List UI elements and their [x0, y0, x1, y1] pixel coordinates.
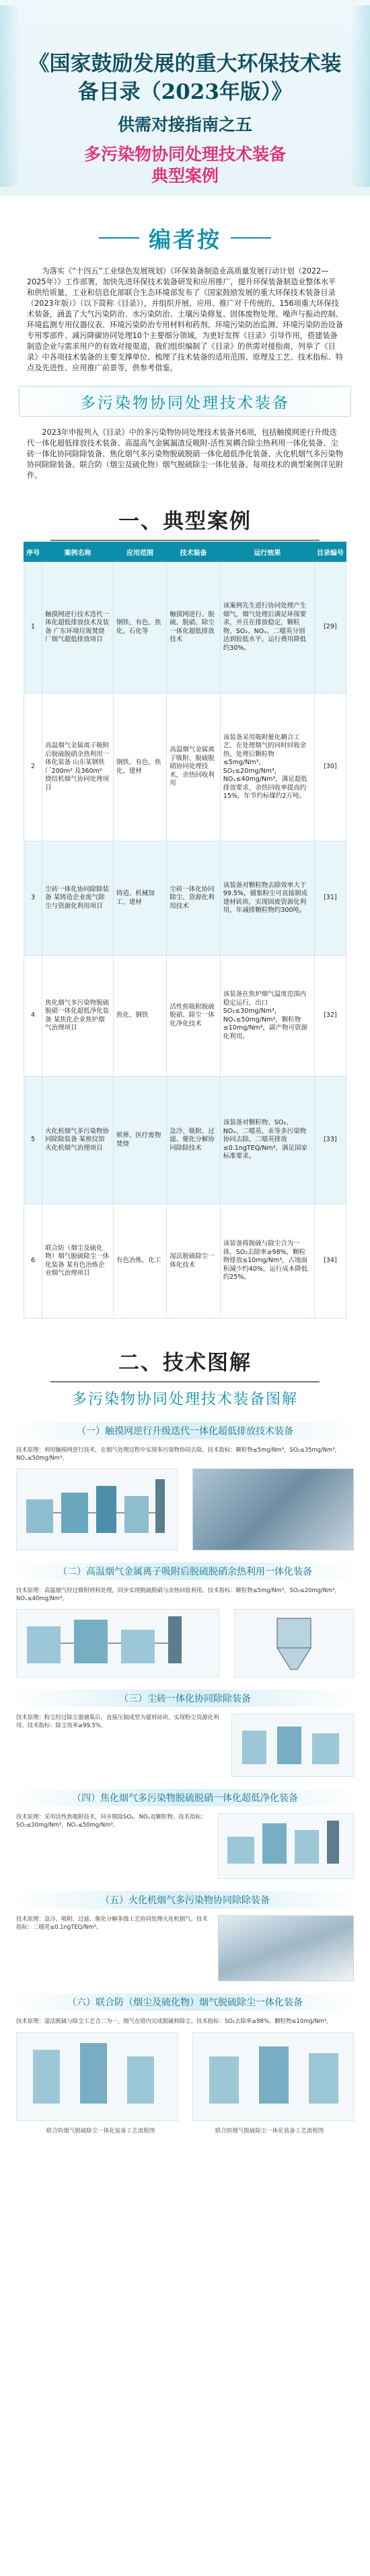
tech-description: 技术原理：利用触摸网逆行技术，在烟气处理过程中实现多污染物协同去除。技术指标：颗粒物≤5mg/Nm³，SO₂≤35mg/Nm³，NOₓ≤50mg/Nm³。	[16, 1446, 340, 1461]
tech-category-4	[13, 1789, 357, 1806]
divider	[50, 1381, 320, 1382]
tech-title: （一）触摸网逆行升级迭代一体化超低排放技术装备	[77, 1426, 293, 1437]
tech-title: （五）火化机烟气多污染物协同除除装备	[100, 1895, 270, 1907]
cell-app: 铸造、机械加工、建材	[113, 841, 166, 956]
col-header: 技术装备	[167, 542, 220, 562]
tech-title: （二）高温烟气金属离子吸附后脱硫脱硝余热利用一体化装备	[58, 1567, 312, 1578]
process-diagram	[218, 1813, 354, 1879]
figure-captions	[0, 2126, 370, 2134]
intro	[0, 427, 370, 481]
cell-name: 联合防（烟尘及硫化物）烟气脱硫除尘一体化装备 某有色冶炼企业烟气治理项目	[42, 1204, 114, 1319]
process-diagram	[231, 1714, 354, 1777]
hero-header	[0, 0, 370, 196]
section-banner	[19, 386, 351, 417]
editor-title-row	[27, 223, 343, 253]
tech-text	[16, 1714, 223, 1777]
cell-app: 焦化、钢铁	[113, 956, 166, 1077]
cell-effect: 该案例先生进行协同处理产生烟气，烟气处理后满足环保要求，并且在排放稳定，颗粒物、SO₂、NOₓ、二噁英分别达到较低水平，运行费用降低约30%。	[220, 562, 314, 694]
subtitle-line-2: 典型案例	[151, 166, 219, 185]
section-heading-cases	[0, 504, 370, 532]
cell-tech: 急冷、吸附、过滤、催化分解协同除除技术	[167, 1077, 220, 1204]
cell-name: 尘砖一体化协同除除装备 某铸造企业废气除尘与资源化利用项目	[42, 841, 114, 956]
tech-text	[16, 1915, 210, 1981]
cell-tech: 湿法脱硫除尘一体化技术	[167, 1204, 220, 1319]
cell-index: 1	[24, 562, 42, 694]
decor-left	[0, 5, 20, 187]
table-row	[24, 1204, 346, 1319]
cell-name: 焦化烟气多污染物脱硫脱硝一体化超低净化装备 某焦化企业焦炉烟气治理项目	[42, 956, 114, 1077]
editor-paragraph: 为落实《“十四五”工业绿色发展规划》《环保装备制造业高质量发展行动计划（2022—2025年）》工作部署，加快先进环保技术装备研发和应用推广，提升环保装备制造业整体水平和供给质量，工业和信息化部联合生态环境部发布了《国家鼓励发展的重大环保技术装备目录（2023年版）》（以下简称《目录》），并组织开展、应用、推广对于传统的，156项重大环保技术装备，涵盖了大气污染防治、水污染防治、土壤污染修复、固体废物处理、噪声与振动控制、环境监测专用仪器仪表、环境污染防治专用材料和药剂、环境污染防治监测、环境污染防治设备专用零部件、减污降碳协同处理10个主要细分领域，为更好发挥《目录》引导作用，搭建装备制造企业与需求用户的有效对接渠道，我们组织编制了《目录》的供需对接指南，列举了《目录》中各项技术装备的主要支撑单位、梳理了技术装备的适用范围、原理及工艺、技术指标、特点及先进性、应用推广前景等，供参考借鉴。	[27, 267, 343, 372]
cell-number: [31]	[314, 841, 346, 956]
title-line-2: 备目录（2023年版）》	[77, 80, 293, 104]
tech-category-2	[13, 1563, 357, 1580]
process-diagram-svg	[196, 2036, 350, 2117]
cell-index: 6	[24, 1204, 42, 1319]
cell-number: [34]	[314, 1204, 346, 1319]
table-row	[24, 956, 346, 1077]
section-heading-diagrams	[0, 1345, 370, 1374]
equipment-photo	[192, 1468, 354, 1550]
tech-description: 技术原理：高温烟气经过吸附材料处理，同步实现脱硫脱硝与余热回收利用。技术指标：颗粒物≤5mg/Nm³，SO₂≤20mg/Nm³，NOₓ≤40mg/Nm³。	[16, 1587, 340, 1602]
cell-effect: 该装备对颗粒物、SO₂、NOₓ、二噁英、汞等多污染物协同去除，二噁英排放≤0.1ngTEQ/Nm³，满足国家标准要求。	[220, 1077, 314, 1204]
divider	[99, 237, 139, 239]
tech-figures	[0, 1468, 370, 1550]
col-header: 案例名称	[42, 542, 114, 562]
tech-category-1	[13, 1422, 357, 1440]
divider	[231, 237, 271, 239]
figure-caption: 联合防烟气脱硫除尘一体化装备工艺流程图	[215, 2127, 324, 2134]
figure-caption: 联合防烟气脱硫除尘一体化装备工艺流程图	[46, 2127, 155, 2134]
section-title: 一、典型案例	[118, 509, 252, 534]
decor-right	[350, 5, 370, 187]
cell-app: 有色冶炼、化工	[113, 1204, 166, 1319]
tech-category-5	[13, 1891, 357, 1909]
editor-title: 编者按	[149, 226, 221, 253]
tech-text	[0, 1446, 370, 1462]
cell-number: [30]	[314, 694, 346, 841]
tech-description: 技术原理：湿法脱硫与除尘工艺合二为一，烟气在塔内完成脱硫和除尘。技术指标：SO₂去除率≥98%，颗粒物≤10mg/Nm³。	[16, 2018, 332, 2025]
tech-columns	[0, 1714, 370, 1777]
col-header: 运行效果	[220, 542, 314, 562]
cell-index: 2	[24, 694, 42, 841]
cyclone-diagram-svg	[237, 1613, 351, 1673]
intro-paragraph: 2023年申报列入《目录》中的多污染物协同处理技术装备共6项，包括触摸网逆行升级迭代一体化超低排放技术装备、高温高气金属漏渣反吸附-活性炭耦合除尘热利用一体化装备、尘砖一体化协同除除装备、焦化烟气多污染物脱硫脱硝一体化超低净化装备、火化机烟气多污染物协同除除装备、联合防（烟尘及硫化物）烟气脱硫除尘一体化装备。每项技术的典型案例详见附件。	[27, 428, 343, 480]
cell-app: 钢铁、有色、焦化、石化等	[113, 562, 166, 694]
cell-name: 触摸网逆行技术迭代一体化超低排放技术及装备 广东环境垃圾焚烧厂烟气超低排放项目	[42, 562, 114, 694]
cell-name: 火化机烟气多污染物协同除除装备 某殡仪馆火化机烟气治理项目	[42, 1077, 114, 1204]
tech-columns	[0, 1813, 370, 1879]
cell-name: 高温烟气金属离子吸附后脱硫脱硝余热利用一体化装备 山东某钢铁厂200m² 及360m² 烧结机烟气协同处理项目	[42, 694, 114, 841]
cyclone-diagram	[234, 1609, 354, 1677]
col-header: 序号	[24, 542, 42, 562]
cell-index: 4	[24, 956, 42, 1077]
diagrams-banner-text: 多污染物协同处理技术装备图解	[71, 1390, 298, 1408]
cell-index: 5	[24, 1077, 42, 1204]
cell-number: [33]	[314, 1077, 346, 1204]
cell-number: [29]	[314, 562, 346, 694]
tech-description: 技术原理：粉尘经过除尘器捕集后，直接压制成型为建材砖块，实现粉尘资源化利用。技术指标：除尘效率≥99.5%。	[16, 1714, 219, 1729]
cell-tech: 触摸网逆行、脱硫、脱硝、除尘一体化超低排放技术	[167, 562, 220, 694]
cell-tech: 高温烟气金属离子吸附、脱硫脱硝协同处理技术，余热回收利用	[167, 694, 220, 841]
equipment-photo	[218, 1915, 354, 1981]
tech-columns	[0, 1915, 370, 1981]
tech-category-3	[13, 1690, 357, 1707]
col-header: 应用范围	[113, 542, 166, 562]
tech-description: 技术原理：急冷、吸附、过滤、催化分解多级工艺协同处理火化机烟气。技术指标：二噁英≤0.1ngTEQ/Nm³。	[16, 1915, 208, 1930]
tech-title: （六）联合防（烟尘及硫化物）烟气脱硫除尘一体化装备	[67, 1997, 303, 2009]
tech-title: （三）尘砖一体化协同除除装备	[119, 1694, 251, 1705]
cell-index: 3	[24, 841, 42, 956]
table-row	[24, 1077, 346, 1204]
process-diagram	[16, 1609, 219, 1677]
cell-tech: 尘砖一体化协同除尘、资源化利用技术	[167, 841, 220, 956]
title-line-1: 《国家鼓励发展的重大环保技术装	[28, 52, 342, 76]
process-diagram-svg	[20, 1613, 215, 1673]
cell-app: 钢铁、有色、焦化、建材	[113, 694, 166, 841]
tech-text	[0, 1587, 370, 1602]
process-diagram-svg	[20, 2036, 174, 2117]
tech-figures	[0, 2032, 370, 2121]
cell-app: 殡葬、医疗废物焚烧	[113, 1077, 166, 1204]
process-diagram-svg	[20, 1472, 174, 1546]
process-diagram	[16, 1468, 178, 1550]
cell-effect: 该装备采用吸附催化耦合工艺，在处理烟气的同时回收余热，处理后颗粒物≤5mg/Nm³，SO₂≤20mg/Nm³，NOₓ≤40mg/Nm³，满足超低排放要求，余热回收率提高约15%，年节约标煤约2万吨。	[220, 694, 314, 841]
table-row	[24, 841, 346, 956]
diagrams-banner	[24, 1386, 346, 1410]
divider	[50, 540, 320, 541]
cell-effect: 该装备在焦炉烟气温度范围内稳定运行，出口SO₂≤30mg/Nm³，NOₓ≤50mg/Nm³，颗粒物≤10mg/Nm³，副产物可资源化利用。	[220, 956, 314, 1077]
tech-text	[16, 1813, 210, 1879]
process-diagram-svg	[222, 1817, 350, 1876]
subtitle-line-1: 多污染物协同处理技术装备	[83, 144, 286, 164]
table-header-row	[24, 542, 346, 562]
tech-category-6	[13, 1993, 357, 2011]
table-row	[24, 562, 346, 694]
tech-description: 技术原理：采用活性焦吸附技术，同步脱除SO₂、NOₓ及颗粒物。技术指标：SO₂≤30mg/Nm³，NOₓ≤50mg/Nm³。	[16, 1813, 207, 1828]
cell-effect: 该装备将脱硫与除尘合为一体，SO₂去除率≥98%，颗粒物排放≤10mg/Nm³，占地面积减少约40%，运行成本降低约25%。	[220, 1204, 314, 1319]
process-diagram-svg	[235, 1717, 350, 1774]
title-line-3: 供需对接指南之五	[117, 115, 252, 134]
tech-title: （四）焦化烟气多污染物脱硫脱硝一体化超低净化装备	[72, 1793, 298, 1804]
process-diagram	[16, 2032, 178, 2121]
table-row	[24, 694, 346, 841]
cell-effect: 该装备对颗粒物去除效率大于99.5%，捕集粉尘可直接制成建材砖块，实现固废资源化利用，年减排颗粒物约300吨。	[220, 841, 314, 956]
cell-tech: 活性焦吸附脱硫脱硝、除尘一体化净化技术	[167, 956, 220, 1077]
cases-table	[24, 542, 346, 1319]
tech-text	[0, 2018, 370, 2026]
banner-text: 多污染物协同处理技术装备	[80, 394, 290, 412]
tech-figures	[0, 1609, 370, 1677]
process-diagram	[192, 2032, 354, 2121]
section-title: 二、技术图解	[118, 1351, 252, 1375]
col-header: 目录编号	[314, 542, 346, 562]
cell-number: [32]	[314, 956, 346, 1077]
editor-note	[0, 223, 370, 374]
